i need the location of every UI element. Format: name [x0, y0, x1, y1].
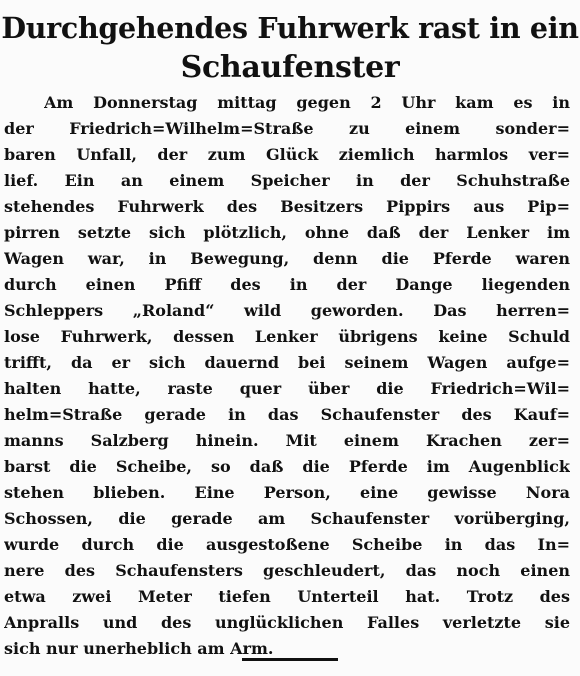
body-line-3: baren Unfall, der zum Glück ziemlich harmlos ver= [4, 145, 570, 164]
body-line-7: Wagen war, in Bewegung, denn die Pferde waren [4, 249, 570, 268]
headline-line-2: Schaufenster [180, 50, 400, 85]
body-line-1: Am Donnerstag mittag gegen 2 Uhr kam es in [44, 93, 570, 112]
body-line-17: Schossen, die gerade am Schaufenster vorüberging, [4, 509, 570, 528]
body-line-22: sich nur unerheblich am Arm. [4, 639, 274, 658]
body-line-10: lose Fuhrwerk, dessen Lenker übrigens keine Schuld [4, 327, 570, 346]
body-line-6: pirren setzte sich plötzlich, ohne daß der Lenker im [4, 223, 570, 242]
headline-line-1: Durchgehendes Fuhrwerk rast in ein [1, 11, 579, 45]
body-line-20: etwa zwei Meter tiefen Unterteil hat. Trotz des [4, 587, 570, 606]
body-line-15: barst die Scheibe, so daß die Pferde im Augenblick [4, 457, 570, 476]
body-line-11: trifft, da er sich dauernd bei seinem Wagen aufge= [4, 353, 570, 372]
body-line-14: manns Salzberg hinein. Mit einem Krachen zer= [4, 431, 570, 450]
body-line-2: der Friedrich=Wilhelm=Straße zu einem sonder= [4, 119, 570, 138]
body-line-12: halten hatte, raste quer über die Friedrich=Wil= [4, 379, 570, 398]
body-line-18: wurde durch die ausgestoßene Scheibe in das In= [4, 535, 570, 554]
separator-rule [242, 658, 338, 661]
body-line-5: stehendes Fuhrwerk des Besitzers Pippirs aus Pip= [4, 197, 570, 216]
body-line-16: stehen blieben. Eine Person, eine gewisse Nora [4, 483, 570, 502]
body-line-4: lief. Ein an einem Speicher in der Schuhstraße [4, 171, 570, 190]
body-line-19: nere des Schaufensters geschleudert, das noch einen [4, 561, 570, 580]
body-line-13: helm=Straße gerade in das Schaufenster des Kauf= [4, 405, 570, 424]
body-line-8: durch einen Pfiff des in der Dange liegenden [4, 275, 570, 294]
body-line-9: Schleppers „Roland“ wild geworden. Das herren= [4, 301, 570, 320]
body-line-21: Anpralls und des unglücklichen Falles verletzte sie [4, 613, 570, 632]
